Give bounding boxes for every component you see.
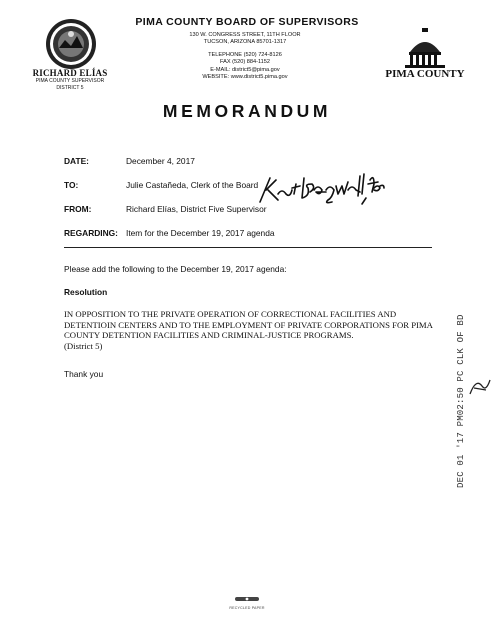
address-line-1: 130 W. CONGRESS STREET, 11TH FLOOR [189, 32, 301, 38]
board-title: PIMA COUNTY BOARD OF SUPERVISORS [135, 16, 359, 28]
handwritten-signature [256, 170, 386, 210]
county-logo-text: PIMA COUNTY [385, 68, 465, 80]
regarding-value: Item for the December 19, 2017 agenda [126, 228, 275, 238]
telephone: TELEPHONE (520) 724-8126 [208, 51, 282, 58]
memo-title: MEMORANDUM [162, 101, 332, 121]
address-line-2: TUCSON, ARIZONA 85701-1317 [203, 39, 287, 46]
supervisor-name: RICHARD ELÍAS [32, 68, 108, 78]
recycle-icon [235, 596, 259, 602]
supervisor-title: PIMA COUNTY SUPERVISOR [35, 78, 105, 84]
regarding-label: REGARDING: [64, 228, 118, 238]
website: WEBSITE: www.district5.pima.gov [202, 74, 288, 81]
district-note: (District 5) [64, 340, 103, 351]
date-label: DATE: [64, 156, 89, 166]
to-value: Julie Castañeda, Clerk of the Board [126, 180, 259, 190]
supervisor-block [5, 68, 135, 92]
stamp-initials-mark [468, 376, 492, 398]
closing: Thank you [64, 369, 104, 379]
supervisor-district: DISTRICT 5 [56, 85, 84, 91]
resolution-block [64, 309, 444, 351]
stamp-text: DEC 01 '17 PM02:50 PC CLK OF BD [456, 314, 466, 488]
footer-note: RECYCLED PAPER [229, 606, 265, 610]
resolution-text: IN OPPOSITION TO THE PRIVATE OPERATION OF CORRECTIONAL FACILITIES AND DETENTIOIN CENTERS AND TO THE EMPLOYMENT OF PRIVATE CORPORATIONS FOR PIMA COUNTY DETENTION FACILITIES AND CRIMINAL-JUSTICE PROGRAMS. [64, 309, 433, 341]
to-label: TO: [64, 180, 79, 190]
from-value: Richard Elías, District Five Supervisor [126, 204, 267, 214]
from-label: FROM: [64, 204, 92, 214]
fax: FAX (520) 884-1152 [220, 59, 270, 66]
clerk-stamp [446, 314, 492, 488]
intro-paragraph: Please add the following to the December 19, 2017 agenda: [64, 264, 287, 274]
resolution-heading: Resolution [64, 287, 108, 297]
contact-block [150, 32, 340, 81]
header-divider [64, 247, 432, 248]
date-value: December 4, 2017 [126, 156, 195, 166]
email: E-MAIL: district5@pima.gov [210, 66, 280, 73]
courthouse-dome-icon [380, 28, 470, 80]
